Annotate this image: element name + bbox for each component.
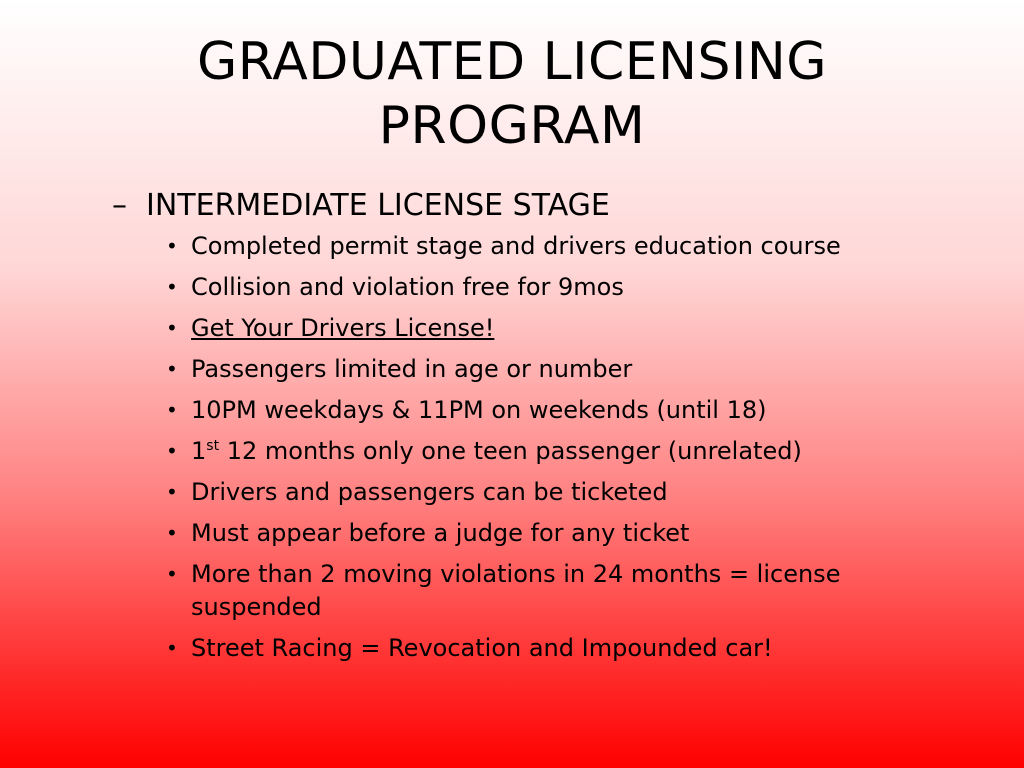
bullet-text: Completed permit stage and drivers education course [191, 232, 841, 260]
bullet-text: 10PM weekdays & 11PM on weekends (until 18) [191, 396, 767, 424]
bullet-text: Collision and violation free for 9mos [191, 273, 624, 301]
list-item [164, 394, 924, 427]
superscript-st: st [206, 438, 220, 454]
title-line-2: PROGRAM [378, 96, 646, 156]
bullet-text: Passengers limited in age or number [191, 355, 633, 383]
bullet-text: Street Racing = Revocation and Impounded car! [191, 634, 773, 662]
bullet-icon: • [166, 439, 178, 463]
bullet-icon: • [166, 480, 178, 504]
list-item [164, 353, 924, 386]
list-item [164, 632, 924, 665]
bullet-icon: • [166, 316, 178, 340]
bullet-icon: • [166, 398, 178, 422]
list-item [164, 476, 924, 509]
bullet-text-prefix: 1 [191, 437, 207, 465]
slide-title [0, 30, 1024, 158]
title-line-1: GRADUATED LICENSING [196, 32, 828, 92]
dash-bullet: – [112, 188, 127, 223]
list-item [164, 517, 924, 550]
list-item [164, 230, 924, 263]
bullet-icon: • [166, 275, 178, 299]
section-heading [112, 186, 610, 226]
bullet-icon: • [166, 636, 178, 660]
bullet-text-rest: 12 months only one teen passenger (unrelated) [219, 437, 802, 465]
bullet-icon: • [166, 521, 178, 545]
bullet-text: Drivers and passengers can be ticketed [191, 478, 668, 506]
bullet-icon: • [166, 357, 178, 381]
list-item [164, 271, 924, 304]
list-item [164, 435, 924, 468]
drivers-license-link[interactable]: Get Your Drivers License! [191, 314, 495, 342]
bullet-text: More than 2 moving violations in 24 months = license suspended [191, 560, 841, 621]
bullet-text [191, 437, 802, 465]
bullet-list [164, 230, 924, 673]
list-item-link[interactable] [164, 312, 924, 345]
section-heading-text: INTERMEDIATE LICENSE STAGE [146, 188, 610, 223]
list-item [164, 558, 924, 624]
bullet-icon: • [166, 562, 178, 586]
bullet-text: Must appear before a judge for any ticket [191, 519, 690, 547]
bullet-icon: • [166, 234, 178, 258]
